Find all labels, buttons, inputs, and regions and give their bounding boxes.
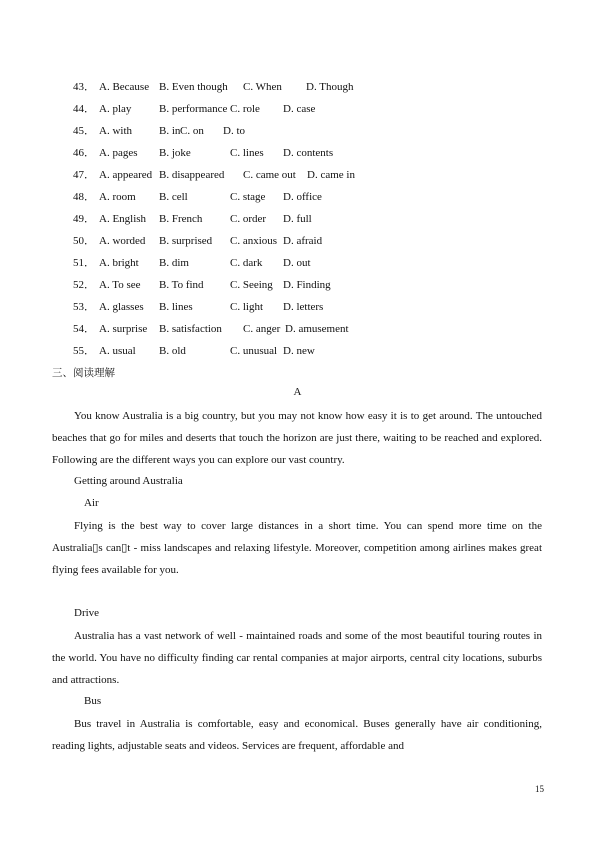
bus-paragraph: Bus travel in Australia is comfortable, easy and economical. Buses generally have air conditioning, reading lights, adjustable seats and videos. Services are frequent, affordable and: [52, 718, 542, 752]
passage-letter: A: [293, 386, 302, 398]
option-b: B. performance: [159, 103, 228, 115]
option-c: C. When: [243, 81, 282, 93]
option-b: B. cell: [159, 191, 188, 203]
option-b: B. surprised: [159, 235, 213, 247]
bus-heading: Bus: [84, 695, 102, 707]
option-b: B. lines: [159, 301, 193, 313]
intro-paragraph: You know Australia is a big country, but you may not know how easy it is to get around. The untouched beaches that go for miles and deserts that touch the horizon are just there, waiting to be reached and explored. Following are the different ways you can explore our vast country.: [52, 410, 542, 466]
option-d: D. Though: [306, 81, 354, 93]
option-d: D. contents: [283, 147, 334, 159]
option-b: B. Even though: [159, 81, 228, 93]
option-c: C. Seeing: [230, 279, 273, 291]
question-number: 46．: [73, 147, 95, 159]
option-d: D. came in: [307, 169, 355, 181]
option-c: C. light: [230, 301, 264, 313]
section-heading: 三、阅读理解: [52, 367, 115, 379]
option-a: A. English: [99, 213, 147, 225]
question-number: 43．: [73, 81, 95, 93]
option-b: B. French: [159, 213, 203, 225]
option-b: B. satisfaction: [159, 323, 222, 335]
option-d: D. new: [283, 345, 315, 357]
option-d: D. office: [283, 191, 322, 203]
question-number: 47．: [73, 169, 95, 181]
option-a: A. play: [99, 103, 132, 115]
option-d: D. afraid: [283, 235, 323, 247]
option-d: D. to: [223, 125, 245, 137]
option-d: D. amusement: [285, 323, 349, 335]
option-b: B. disappeared: [159, 169, 225, 181]
subtitle: Getting around Australia: [74, 475, 183, 487]
option-d: D. case: [283, 103, 316, 115]
option-a: A. appeared: [99, 169, 153, 181]
option-a: A. surprise: [99, 323, 148, 335]
option-a: A. usual: [99, 345, 136, 357]
option-a: A. worded: [99, 235, 146, 247]
drive-heading: Drive: [74, 607, 100, 619]
option-a: A. Because: [99, 81, 150, 93]
option-b: B. old: [159, 345, 186, 357]
question-number: 51．: [73, 257, 95, 269]
question-number: 45．: [73, 125, 95, 137]
question-number: 53．: [73, 301, 95, 313]
air-paragraph: Flying is the best way to cover large distances in a short time. You can spend more time on the Australia▯s can▯t - miss landscapes and relaxing lifestyle. Moreover, competition among airlines makes great flying fees available for you.: [52, 520, 542, 576]
air-heading: Air: [84, 497, 99, 509]
option-c: C. role: [230, 103, 260, 115]
question-number: 48．: [73, 191, 95, 203]
option-a: A. pages: [99, 147, 138, 159]
option-d: D. full: [283, 213, 312, 225]
question-number: 49．: [73, 213, 95, 225]
option-a: A. glasses: [99, 301, 144, 313]
option-c: C. anxious: [230, 235, 278, 247]
option-c: C. anger: [243, 323, 281, 335]
question-number: 50．: [73, 235, 95, 247]
option-a: A. To see: [99, 279, 141, 291]
option-d: D. Finding: [283, 279, 331, 291]
option-b: B. dim: [159, 257, 189, 269]
option-c: C. lines: [230, 147, 264, 159]
question-number: 44．: [73, 103, 95, 115]
question-number: 54．: [73, 323, 95, 335]
option-a: A. with: [99, 125, 132, 137]
option-c: C. dark: [230, 257, 263, 269]
option-c: C. on: [180, 125, 204, 137]
option-a: A. bright: [99, 257, 139, 269]
option-b: B. To find: [159, 279, 204, 291]
option-c: C. order: [230, 213, 267, 225]
option-c: C. stage: [230, 191, 266, 203]
option-b: B. joke: [159, 147, 191, 159]
option-d: D. out: [283, 257, 311, 269]
drive-paragraph: Australia has a vast network of well - maintained roads and some of the most beautiful touring routes in the world. You have no difficulty finding car rental companies at major airports, central city locations, suburbs and attractions.: [52, 630, 542, 686]
option-a: A. room: [99, 191, 136, 203]
question-number: 52．: [73, 279, 95, 291]
question-number: 55．: [73, 345, 95, 357]
option-c: C. came out: [243, 169, 296, 181]
option-d: D. letters: [283, 301, 324, 313]
page-number: 15: [535, 784, 544, 794]
option-c: C. unusual: [230, 345, 278, 357]
option-b: B. in: [159, 125, 181, 137]
